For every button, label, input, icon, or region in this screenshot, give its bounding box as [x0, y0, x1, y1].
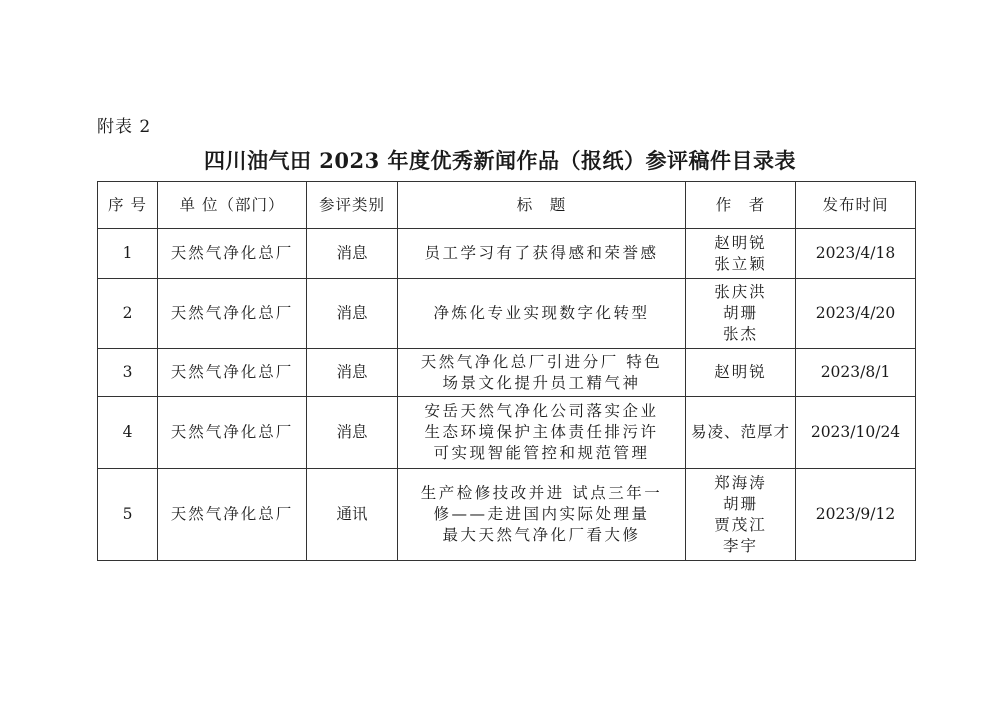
row-authors: [686, 469, 796, 561]
table-row: [98, 469, 916, 561]
row-category: 通讯: [307, 469, 398, 561]
table-header-row: [98, 182, 916, 229]
row-headline: [398, 279, 686, 349]
headline-line: 生态环境保护主体责任排污许: [424, 423, 659, 441]
row-date: 2023/4/20: [796, 279, 916, 349]
author-name: 赵明锐: [714, 233, 767, 252]
row-date: 2023/10/24: [796, 397, 916, 469]
row-category: 消息: [307, 279, 398, 349]
row-no: 3: [98, 349, 158, 397]
header-headline: 标 题: [398, 182, 686, 229]
row-authors: [686, 229, 796, 279]
headline-line: 安岳天然气净化公司落实企业: [424, 402, 659, 420]
headline-line: 生产检修技改并进 试点三年一: [420, 484, 663, 502]
row-unit: 天然气净化总厂: [158, 279, 307, 349]
row-authors: [686, 279, 796, 349]
row-date: 2023/4/18: [796, 229, 916, 279]
row-category: 消息: [307, 229, 398, 279]
table-row: [98, 397, 916, 469]
author-name: 胡珊: [722, 494, 758, 513]
author-name: 郑海涛: [714, 473, 767, 492]
attachment-label: 附表 2: [97, 117, 152, 137]
row-category: 消息: [307, 349, 398, 397]
submission-catalog-table: [97, 181, 916, 561]
author-name: 贾茂江: [714, 515, 767, 534]
row-unit: 天然气净化总厂: [158, 397, 307, 469]
author-name: 易凌、范厚才: [690, 423, 790, 441]
row-unit: 天然气净化总厂: [158, 469, 307, 561]
header-author: 作 者: [686, 182, 796, 229]
row-authors: [686, 349, 796, 397]
row-no: 5: [98, 469, 158, 561]
row-headline: [398, 229, 686, 279]
author-name: 张庆洪: [714, 283, 767, 301]
headline-line: 净炼化专业实现数字化转型: [433, 304, 650, 322]
row-authors: [686, 397, 796, 469]
row-no: 4: [98, 397, 158, 469]
row-headline: [398, 397, 686, 469]
table-row: [98, 349, 916, 397]
row-no: 1: [98, 229, 158, 279]
headline-line: 员工学习有了获得感和荣誉感: [424, 244, 659, 262]
author-name: 赵明锐: [714, 363, 767, 381]
row-unit: 天然气净化总厂: [158, 349, 307, 397]
headline-line: 最大天然气净化厂看大修: [442, 526, 641, 544]
table-row: [98, 229, 916, 279]
row-no: 2: [98, 279, 158, 349]
header-no: 序 号: [98, 182, 158, 229]
header-unit: 单 位（部门）: [158, 182, 307, 229]
author-name: 张杰: [722, 325, 758, 343]
author-name: 胡珊: [722, 304, 758, 322]
row-category: 消息: [307, 397, 398, 469]
headline-line: 天然气净化总厂引进分厂 特色: [420, 352, 663, 371]
row-headline: [398, 469, 686, 561]
row-unit: 天然气净化总厂: [158, 229, 307, 279]
author-name: 李宇: [722, 536, 758, 555]
headline-line: 场景文化提升员工精气神: [442, 373, 641, 392]
document-title: 四川油气田 2023 年度优秀新闻作品（报纸）参评稿件目录表: [203, 148, 797, 173]
header-date: 发布时间: [796, 182, 916, 229]
row-headline: [398, 349, 686, 397]
row-date: 2023/9/12: [796, 469, 916, 561]
headline-line: 可实现智能管控和规范管理: [433, 444, 650, 462]
table-row: [98, 279, 916, 349]
headline-line: 修——走进国内实际处理量: [433, 505, 650, 523]
author-name: 张立颖: [714, 254, 767, 273]
row-date: 2023/8/1: [796, 349, 916, 397]
header-category: 参评类别: [307, 182, 398, 229]
